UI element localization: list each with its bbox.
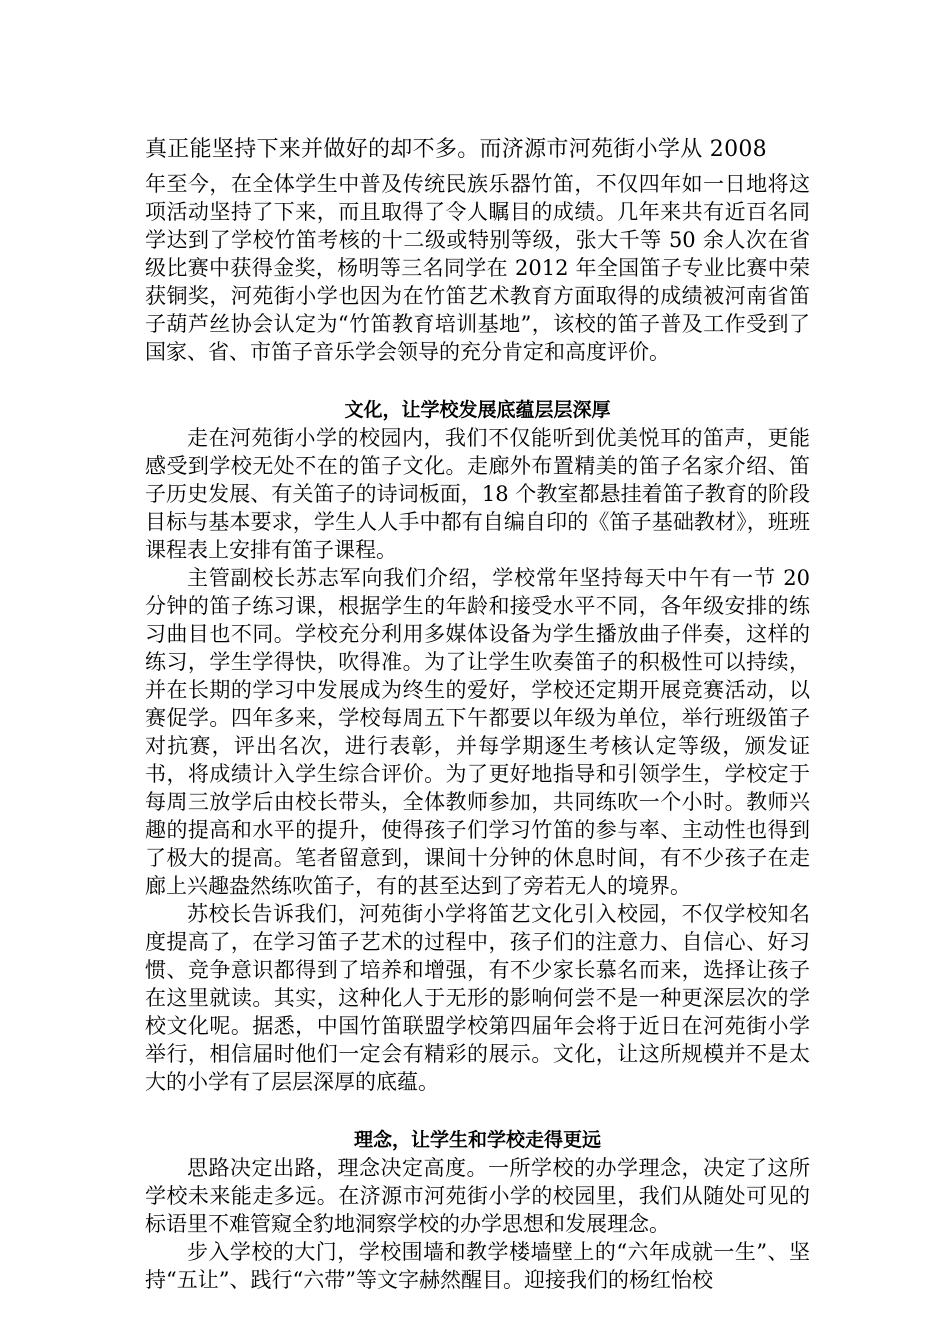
culture-paragraph-1: 走在河苑街小学的校园内，我们不仅能听到优美悦耳的笛声，更能感受到学校无处不在的笛子文化。走廊外布置精美的笛子名家介绍、笛子历史发展、有关笛子的诗词板面，18 个教室都悬挂着笛子教育的阶段目标与基本要求，学生人人手中都有自编自印的《笛子基础教材》，班班课程表上安排有笛子课程。 [145, 426, 810, 562]
philosophy-paragraph-1: 思路决定出路，理念决定高度。一所学校的办学理念，决定了这所学校未来能走多远。在济源市河苑街小学的校园里，我们从随处可见的标语里不难管窥全豹地洞察学校的办学思想和发展理念。 [145, 1156, 810, 1236]
culture-paragraph-3: 苏校长告诉我们，河苑街小学将笛艺文化引入校园，不仅学校知名度提高了，在学习笛子艺术的过程中，孩子们的注意力、自信心、好习惯、竞争意识都得到了培养和增强，有不少家长慕名而来，选择让孩子在这里就读。其实，这种化人于无形的影响何尝不是一种更深层次的学校文化呢。据悉，中国竹笛联盟学校第四届年会将于近日在河苑街小学举行，相信届时他们一定会有精彩的展示。文化，让这所规模并不是太大的小学有了层层深厚的底蕴。 [145, 902, 810, 1094]
culture-paragraph-2: 主管副校长苏志军向我们介绍，学校常年坚持每天中午有一节 20 分钟的笛子练习课，根据学生的年龄和接受水平不同，各年级安排的练习曲目也不同。学校充分利用多媒体设备为学生播放曲子伴奏，这样的练习，学生学得快，吹得准。为了让学生吹奏笛子的积极性可以持续，并在长期的学习中发展成为终生的爱好，学校还定期开展竞赛活动，以赛促学。四年多来，学校每周五下午都要以年级为单位，举行班级笛子对抗赛，评出名次，进行表彰，并每学期逐生考核认定等级，颁发证书，将成绩计入学生综合评价。为了更好地指导和引领学生，学校定于每周三放学后由校长带头，全体教师参加，共同练吹一个小时。教师兴趣的提高和水平的提升，使得孩子们学习竹笛的参与率、主动性也得到了极大的提高。笔者留意到，课间十分钟的休息时间，有不少孩子在走廊上兴趣盎然练吹笛子，有的甚至达到了旁若无人的境界。 [145, 566, 810, 898]
intro-first-line: 真正能坚持下来并做好的却不多。而济源市河苑街小学从 2008 [145, 137, 767, 162]
section-heading-culture: 文化，让学校发展底蕴层层深厚 [344, 399, 611, 421]
intro-paragraph: 年至今，在全体学生中普及传统民族乐器竹笛，不仅四年如一日地将这项活动坚持了下来，而且取得了令人瞩目的成绩。几年来共有近百名同学达到了学校竹笛考核的十二级或特别等级，张大千等 50 余人次在省级比赛中获得金奖，杨明等三名同学在 2012 年全国笛子专业比赛中荣获铜奖，河苑街小学也因为在竹笛艺术教育方面取得的成绩被河南省笛子葫芦丝协会认定为“竹笛教育培训基地”，该校的笛子普及工作受到了国家、省、市笛子音乐学会领导的充分肯定和高度评价。 [145, 172, 810, 364]
section-heading-philosophy: 理念，让学生和学校走得更远 [353, 1129, 601, 1151]
document-page [145, 132, 810, 1294]
philosophy-paragraph-2: 步入学校的大门，学校围墙和教学楼墙壁上的“六年成就一生”、坚持“五让”、践行“六带”等文字赫然醒目。迎接我们的杨红怡校 [145, 1240, 810, 1292]
